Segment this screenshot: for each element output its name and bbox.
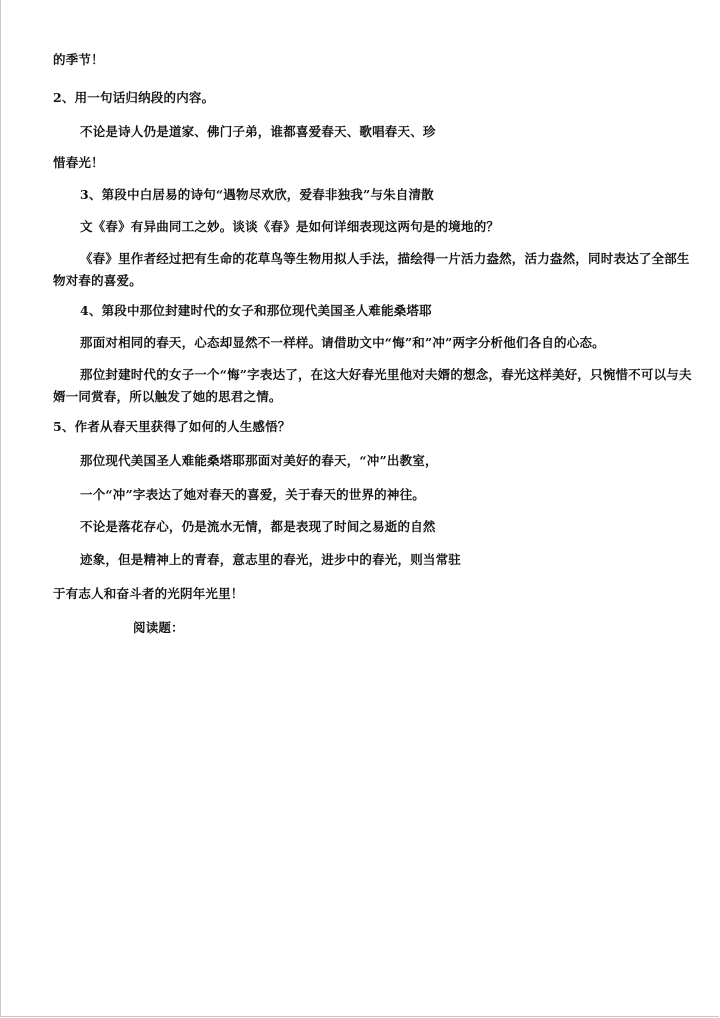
question-4-title-cont: 那面对相同的春天，心态却显然不一样样。请借助文中“悔”和”冲”两字分析他们各自的心态。 (80, 335, 605, 350)
question-5-answer-1: 那位现代美国圣人难能桑塔耶那面对美好的春天，“冲”出教室， (80, 453, 438, 468)
question-3-title: 3、第段中白居易的诗句“遇物尽欢欣，爱春非独我”与朱自清散 (80, 187, 434, 202)
reading-section-label: 阅读题： (133, 620, 184, 635)
question-5-answer-5: 于有志人和奋斗者的光阴年光里！ (53, 586, 244, 601)
question-2-answer-cont: 惜春光！ (53, 155, 104, 170)
question-5-title: 5、作者从春天里获得了如何的人生感悟？ (53, 419, 291, 434)
question-2-title: 2、用一句话归纳段的内容。 (53, 90, 215, 105)
question-5-answer-3: 不论是落花存心，仍是流水无情，都是表现了时间之易逝的自然 (80, 519, 436, 534)
question-2-answer: 不论是诗人仍是道家、佛门子弟，谁都喜爱春天、歌唱春天、珍 (80, 124, 436, 139)
question-5-answer-4: 迹象，但是精神上的青春，意志里的春光，进步中的春光，则当常驻 (80, 552, 462, 567)
question-5-answer-2: 一个“冲”字表达了她对春天的喜爱，关于春天的世界的神往。 (80, 487, 425, 502)
question-4-title: 4、第段中那位封建时代的女子和那位现代美国圣人难能桑塔耶 (80, 303, 432, 318)
question-3-title-cont: 文《春》有异曲同工之妙。谈谈《春》是如何详细表现这两句是的境地的？ (80, 219, 500, 234)
text-line: 的季节！ (53, 52, 104, 67)
question-3-answer: 《春》里作者经过把有生命的花草鸟等生物用拟人手法，描绘得一片活力盎然，活力盎然，同时表达了全部生物对春的喜爱。 (53, 251, 690, 288)
question-4-answer: 那位封建时代的女子一个“悔”字表达了，在这大好春光里他对夫婿的想念，春光这样美好，只惋惜不可以与夫婿一同赏春，所以触发了她的思君之情。 (53, 367, 692, 404)
